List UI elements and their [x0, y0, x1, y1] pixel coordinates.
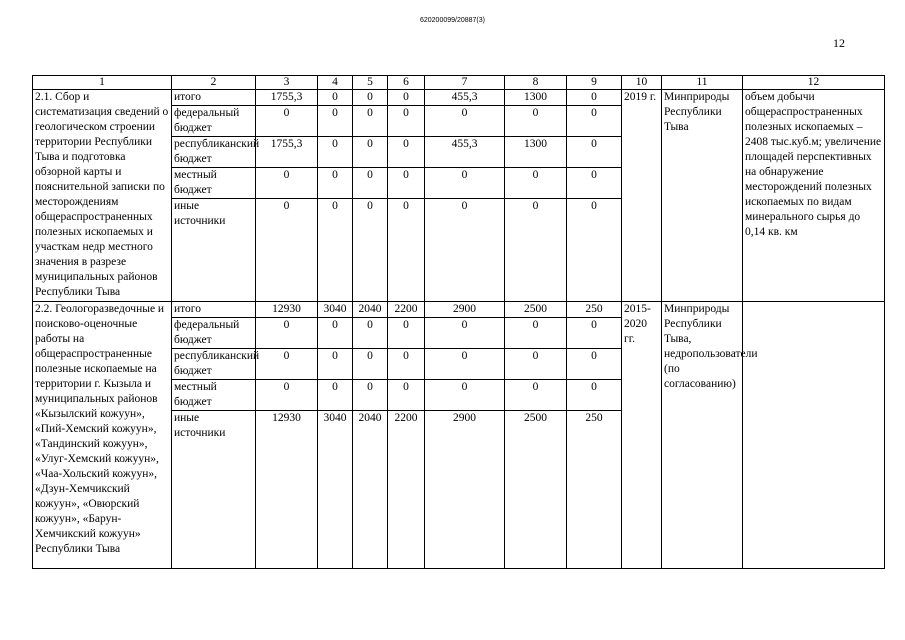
column-header: 3: [256, 76, 318, 90]
funding-source: республиканский бюджет: [172, 137, 256, 168]
value-cell: 0: [256, 199, 318, 302]
value-cell: 0: [318, 106, 353, 137]
value-cell: 0: [505, 349, 567, 380]
value-cell: 0: [318, 137, 353, 168]
value-cell: 0: [256, 106, 318, 137]
value-cell: 3040: [318, 302, 353, 318]
value-cell: 0: [388, 318, 425, 349]
value-cell: 0: [388, 380, 425, 411]
funding-source: местный бюджет: [172, 380, 256, 411]
value-cell: 0: [567, 199, 622, 302]
column-header: 5: [353, 76, 388, 90]
value-cell: 12930: [256, 302, 318, 318]
value-cell: 0: [425, 168, 505, 199]
value-cell: 0: [353, 349, 388, 380]
value-cell: 0: [425, 106, 505, 137]
expected-result: объем добычи общераспространенных полезных ископаемых – 2408 тыс.куб.м; увеличение площадей перспективных на обнаружение месторождений полезных ископаемых по видам минерального сырья до 0,14 кв. км: [743, 90, 885, 302]
program-measures-table: [32, 75, 885, 569]
value-cell: 455,3: [425, 137, 505, 168]
column-header: 12: [743, 76, 885, 90]
value-cell: 0: [388, 349, 425, 380]
funding-source: итого: [172, 90, 256, 106]
column-header: 7: [425, 76, 505, 90]
funding-source: иные источники: [172, 199, 256, 302]
column-number-row: [33, 76, 885, 90]
value-cell: 0: [353, 106, 388, 137]
column-header: 8: [505, 76, 567, 90]
value-cell: 2040: [353, 302, 388, 318]
column-header: 4: [318, 76, 353, 90]
page-number: 12: [833, 36, 845, 50]
funding-source: федеральный бюджет: [172, 318, 256, 349]
value-cell: 0: [567, 137, 622, 168]
column-header: 1: [33, 76, 172, 90]
value-cell: 0: [388, 168, 425, 199]
value-cell: 0: [567, 168, 622, 199]
value-cell: 0: [567, 349, 622, 380]
column-header: 10: [622, 76, 662, 90]
value-cell: 0: [353, 199, 388, 302]
expected-result: [743, 302, 885, 569]
column-header: 2: [172, 76, 256, 90]
value-cell: 0: [505, 199, 567, 302]
column-header: 11: [662, 76, 743, 90]
value-cell: 0: [318, 168, 353, 199]
measure-description: 2.2. Геологоразведочные и поисково-оценочные работы на общераспространенные полезные ископаемые на территории г. Кызыла и муниципальных районов «Кызылский кожуун», «Пий-Хемский кожуун», «Тандинский кожуун», «Улуг-Хемский кожуун», «Чаа-Хольский кожуун», «Дзун-Хемчикский кожуун», «Овюрский кожуун», «Барун-Хемчикский кожуун» Республики Тыва: [33, 302, 172, 569]
value-cell: 0: [425, 318, 505, 349]
value-cell: 2040: [353, 411, 388, 569]
value-cell: 0: [388, 199, 425, 302]
responsible-executor: Минприроды Республики Тыва, недропользователи (по согласованию): [662, 302, 743, 569]
value-cell: 0: [388, 137, 425, 168]
table-row: [33, 90, 885, 106]
value-cell: 0: [425, 199, 505, 302]
value-cell: 250: [567, 302, 622, 318]
implementation-period: 2015-2020 гг.: [622, 302, 662, 569]
funding-source: республиканский бюджет: [172, 349, 256, 380]
funding-source: иные источники: [172, 411, 256, 569]
value-cell: 0: [318, 90, 353, 106]
value-cell: 0: [256, 349, 318, 380]
value-cell: 455,3: [425, 90, 505, 106]
value-cell: 0: [256, 380, 318, 411]
funding-source: федеральный бюджет: [172, 106, 256, 137]
value-cell: 0: [318, 349, 353, 380]
measure-description: 2.1. Сбор и систематизация сведений о геологическом строении территории Республики Тыва и подготовка обзорной карты и пояснительной записки по месторождениям общераспространенных полезных ископаемых и участкам недр местного значения в разрезе муниципальных районов Республики Тыва: [33, 90, 172, 302]
value-cell: 2200: [388, 411, 425, 569]
value-cell: 0: [318, 318, 353, 349]
value-cell: 0: [353, 380, 388, 411]
funding-source: местный бюджет: [172, 168, 256, 199]
value-cell: 250: [567, 411, 622, 569]
value-cell: 1755,3: [256, 137, 318, 168]
value-cell: 1755,3: [256, 90, 318, 106]
value-cell: 0: [567, 380, 622, 411]
value-cell: 12930: [256, 411, 318, 569]
value-cell: 0: [388, 90, 425, 106]
column-header: 6: [388, 76, 425, 90]
value-cell: 0: [353, 168, 388, 199]
value-cell: 0: [318, 199, 353, 302]
value-cell: 2500: [505, 411, 567, 569]
value-cell: 2500: [505, 302, 567, 318]
value-cell: 3040: [318, 411, 353, 569]
document-id: 620200099/20887(3): [419, 17, 485, 24]
value-cell: 0: [256, 168, 318, 199]
value-cell: 0: [425, 380, 505, 411]
value-cell: 2900: [425, 302, 505, 318]
value-cell: 0: [567, 106, 622, 137]
value-cell: 0: [256, 318, 318, 349]
funding-source: итого: [172, 302, 256, 318]
value-cell: 0: [505, 168, 567, 199]
value-cell: 0: [567, 318, 622, 349]
table-row: [33, 302, 885, 318]
value-cell: 0: [353, 90, 388, 106]
value-cell: 0: [567, 90, 622, 106]
value-cell: 0: [425, 349, 505, 380]
value-cell: 2200: [388, 302, 425, 318]
column-header: 9: [567, 76, 622, 90]
responsible-executor: Минприроды Республики Тыва: [662, 90, 743, 302]
implementation-period: 2019 г.: [622, 90, 662, 302]
value-cell: 0: [353, 318, 388, 349]
value-cell: 0: [388, 106, 425, 137]
value-cell: 0: [353, 137, 388, 168]
value-cell: 0: [505, 380, 567, 411]
value-cell: 0: [505, 318, 567, 349]
value-cell: 1300: [505, 90, 567, 106]
value-cell: 1300: [505, 137, 567, 168]
value-cell: 0: [318, 380, 353, 411]
value-cell: 2900: [425, 411, 505, 569]
value-cell: 0: [505, 106, 567, 137]
